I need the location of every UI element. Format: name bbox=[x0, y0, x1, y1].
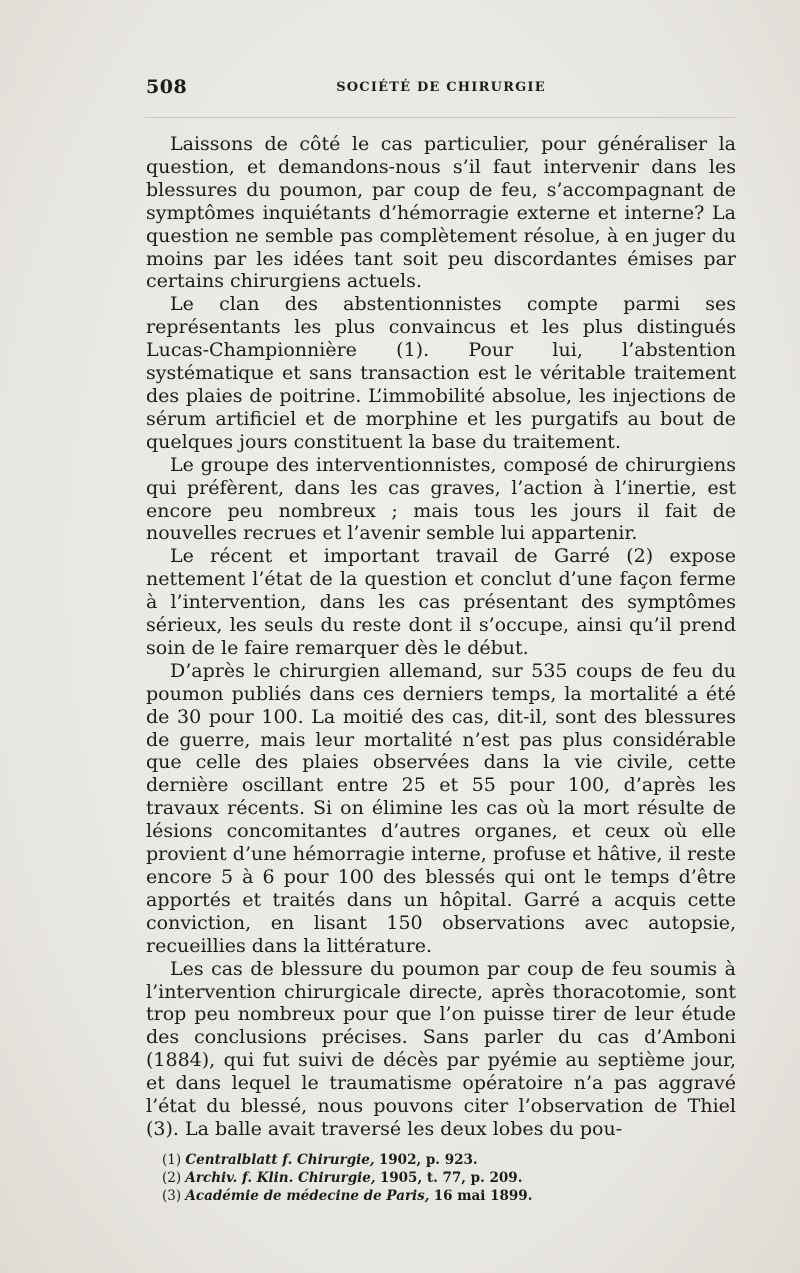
footnote-source: Académie de médecine de Paris, bbox=[185, 1188, 430, 1204]
paragraph: Les cas de blessure du poumon par coup de feu soumis à l’intervention chirurgicale directe, après thoracotomie, sont trop peu nombreux pour que l’on puisse tirer de leur étude des conclusions précises. Sans parler du cas d’Amboni (1884), qui fut suivi de décès par pyémie au septième jour, et dans lequel le traumatisme opératoire n’a pas aggravé l’état du blessé, nous pouvons citer l’observation de Thiel (3). La balle avait traversé les deux lobes du pou- bbox=[146, 957, 736, 1140]
footnote-number: (1) bbox=[162, 1152, 182, 1168]
footnote bbox=[162, 1151, 722, 1169]
header-rule bbox=[145, 117, 735, 118]
body-text bbox=[146, 133, 736, 1141]
footnotes bbox=[162, 1151, 722, 1205]
paragraph: Le groupe des interventionnistes, composé de chirurgiens qui préfèrent, dans les cas graves, l’action à l’inertie, est encore peu nombreux ; mais tous les jours il fait de nouvelles recrues et l’avenir semble lui appartenir. bbox=[146, 453, 736, 545]
footnote-source: Centralblatt f. Chirurgie, bbox=[185, 1152, 375, 1168]
paragraph: D’après le chirurgien allemand, sur 535 coups de feu du poumon publiés dans ces derniers temps, la mortalité a été de 30 pour 100. La moitié des cas, dit-il, sont des blessures de guerre, mais leur mortalité n’est pas plus considérable que celle des plaies observées dans la vie civile, cette dernière oscillant entre 25 et 55 pour 100, d’après les travaux récents. Si on élimine les cas où la mort résulte de lésions concomitantes d’autres organes, et ceux où elle provient d’une hémorragie interne, profuse et hâtive, il reste encore 5 à 6 pour 100 des blessés qui ont le temps d’être apportés et traités dans un hôpital. Garré a acquis cette conviction, en lisant 150 observations avec autopsie, recueillies dans la littérature. bbox=[146, 659, 736, 957]
paragraph: Le clan des abstentionnistes compte parmi ses représentants les plus convaincus et les plus distingués Lucas-Championnière (1). Pour lui, l’abstention systématique et sans transaction est le véritable traitement des plaies de poitrine. L’immobilité absolue, les injections de sérum artificiel et de morphine et les purgatifs au bout de quelques jours constituent la base du traitement. bbox=[146, 293, 736, 453]
footnote bbox=[162, 1169, 722, 1187]
page-number: 508 bbox=[146, 76, 188, 98]
footnote-reference: 16 mai 1899. bbox=[433, 1188, 533, 1204]
paragraph: Le récent et important travail de Garré (2) expose nettement l’état de la question et conclut d’une façon ferme à l’intervention, dans les cas présentant des symptômes sérieux, les seuls du reste dont il s’occupe, ainsi qu’il prend soin de le faire remarquer dès le début. bbox=[146, 545, 736, 659]
paragraph: Laissons de côté le cas particulier, pour généraliser la question, et demandons-nous s’il faut intervenir dans les blessures du poumon, par coup de feu, s’accompagnant de symptômes inquiétants d’hémorragie externe et interne? La question ne semble pas complètement résolue, à en juger du moins par les idées tant soit peu discordantes émises par certains chirurgiens actuels. bbox=[146, 133, 736, 293]
footnote-reference: 1902, p. 923. bbox=[378, 1152, 478, 1168]
footnote-number: (3) bbox=[162, 1188, 182, 1204]
footnote-source: Archiv. f. Klin. Chirurgie, bbox=[185, 1170, 376, 1186]
footnote-number: (2) bbox=[162, 1170, 182, 1186]
page-header bbox=[146, 76, 736, 100]
footnote-reference: 1905, t. 77, p. 209. bbox=[379, 1170, 523, 1186]
footnote bbox=[162, 1187, 722, 1205]
running-title: SOCIÉTÉ DE CHIRURGIE bbox=[336, 80, 546, 95]
